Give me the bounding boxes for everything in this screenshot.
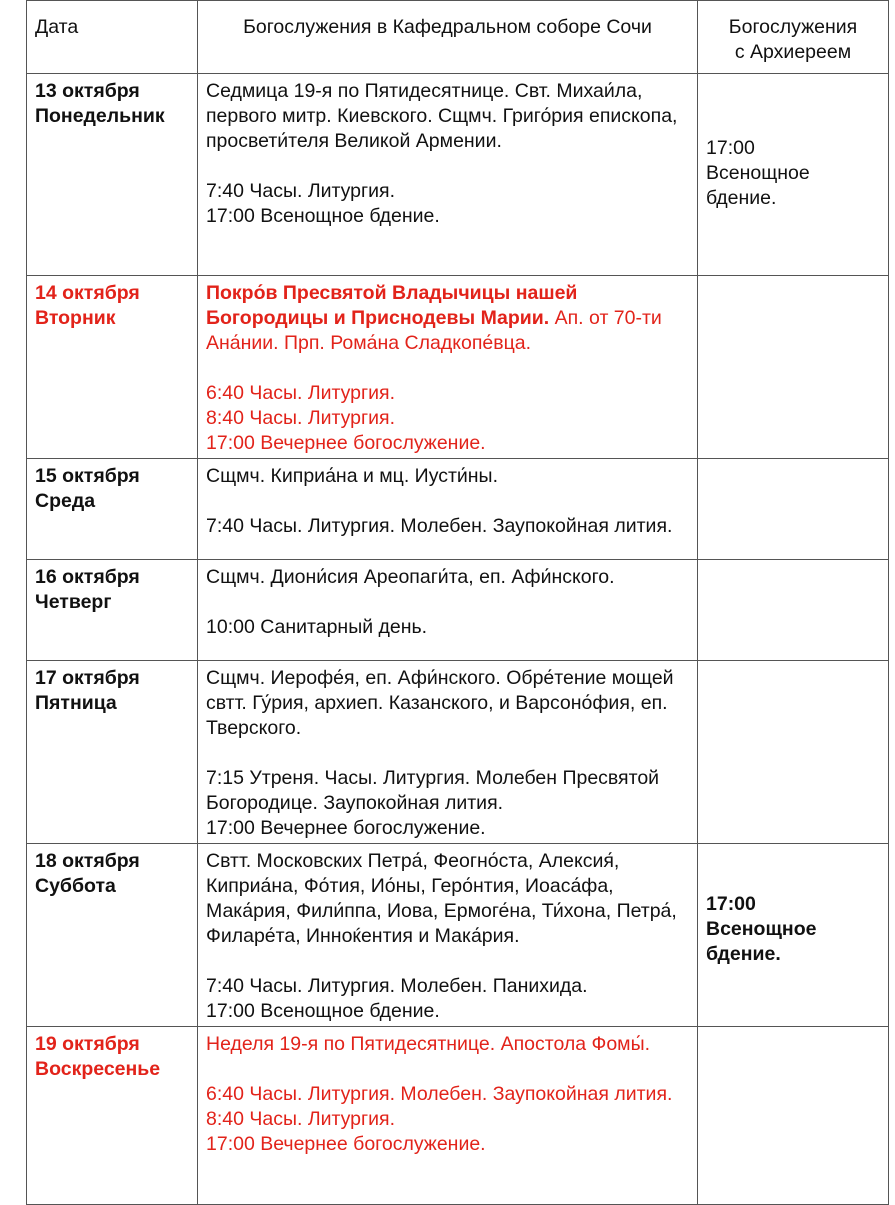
service-line: 17:00 Вечернее богослужение. [206,432,486,454]
bishop-cell [698,844,889,1027]
header-bishop-line1: Богослужения [728,16,858,38]
table-row [27,844,889,1027]
service-line: 17:00 Всенощное бдение. [206,1000,440,1022]
saints-text: Свтт. Московских Петра́, Феогно́ста, Алексия́, Киприа́на, Фо́тия, Ио́ны, Геро́нтия, Иоаса́фа, Мака́рия, Фили́ппа, Иова, Ермоге́на, Ти́хона, Петра́, Филаре́та, Инноќентия и Мака́рия. [206,850,677,947]
services-cell [198,1027,698,1205]
weekday-label: Понедельник [35,105,165,127]
date-cell [27,1027,198,1205]
saints-text: Ап. от 70-ти Ана́нии. Прп. Рома́на Сладкопе́вца. [206,307,662,354]
date-cell [27,560,198,661]
bishop-cell [698,276,889,459]
table-row [27,74,889,276]
service-line: 6:40 Часы. Литургия. [206,382,396,404]
service-line: 7:40 Часы. Литургия. Молебен. Панихида. [206,975,588,997]
weekday-label: Воскресенье [35,1058,161,1080]
service-line: 7:40 Часы. Литургия. Молебен. Заупокойная лития. [206,515,673,537]
bishop-service: Всенощное бдение. [706,918,817,965]
bishop-cell [698,661,889,844]
bishop-cell [698,74,889,276]
table-row [27,661,889,844]
bishop-time: 17:00 [706,137,755,159]
services-cell [198,74,698,276]
services-cell [198,459,698,560]
date-label: 18 октября [35,850,140,872]
date-label: 13 октября [35,80,140,102]
feast-title: Покро́в Пресвятой Владычицы нашей Богородицы и Приснодевы Марии. [206,282,578,329]
service-line: 6:40 Часы. Литургия. Молебен. Заупокойная лития. [206,1083,673,1105]
services-cell [198,661,698,844]
weekday-label: Пятница [35,692,117,714]
bishop-time: 17:00 [706,893,756,915]
date-label: 17 октября [35,667,140,689]
service-line: 17:00 Всенощное бдение. [206,205,440,227]
weekday-label: Среда [35,490,96,512]
date-cell [27,276,198,459]
header-row [27,1,889,74]
weekday-label: Четверг [35,591,112,613]
header-bishop [698,1,889,74]
bishop-cell [698,459,889,560]
weekday-label: Вторник [35,307,116,329]
services-cell [198,276,698,459]
table-row [27,459,889,560]
date-label: 16 октября [35,566,140,588]
service-line: 10:00 Санитарный день. [206,616,428,638]
header-date-label: Дата [35,16,79,38]
bishop-cell [698,1027,889,1205]
services-cell [198,844,698,1027]
saints-text: Сщмч. Диони́сия Ареопаги́та, еп. Афи́нского. [206,566,615,588]
date-cell [27,74,198,276]
header-bishop-line2: с Архиереем [734,41,852,63]
header-date [27,1,198,74]
header-cathedral [198,1,698,74]
bishop-cell [698,560,889,661]
table-row [27,560,889,661]
date-cell [27,661,198,844]
saints-text: Неделя 19-я по Пятидесятнице. Апостола Фомы́. [206,1033,651,1055]
service-line: 7:15 Утреня. Часы. Литургия. Молебен Пресвятой Богородице. Заупокойная лития. [206,767,660,814]
date-label: 15 октября [35,465,140,487]
saints-text: Седмица 19-я по Пятидесятнице. Свт. Михаи́ла, первого митр. Киевского. Сщмч. Григо́рия епископа, просвети́теля Великой Армении. [206,80,678,152]
table-row [27,276,889,459]
saints-text: Сщмч. Иерофе́я, еп. Афи́нского. Обре́тение мощей свтт. Гу́рия, архиеп. Казанского, и Варсоно́фия, еп. Тверского. [206,667,674,739]
service-line: 17:00 Вечернее богослужение. [206,1133,486,1155]
services-cell [198,560,698,661]
schedule-table [26,0,889,1205]
weekday-label: Суббота [35,875,116,897]
header-cathedral-label: Богослужения в Кафедральном соборе Сочи [243,16,652,38]
date-label: 14 октября [35,282,140,304]
date-cell [27,844,198,1027]
service-line: 7:40 Часы. Литургия. [206,180,396,202]
service-line: 8:40 Часы. Литургия. [206,407,396,429]
service-line: 8:40 Часы. Литургия. [206,1108,396,1130]
service-line: 17:00 Вечернее богослужение. [206,817,486,839]
date-label: 19 октября [35,1033,140,1055]
saints-text: Сщмч. Киприа́на и мц. Иусти́ны. [206,465,498,487]
date-cell [27,459,198,560]
table-row [27,1027,889,1205]
bishop-service: Всенощное бдение. [706,162,810,209]
